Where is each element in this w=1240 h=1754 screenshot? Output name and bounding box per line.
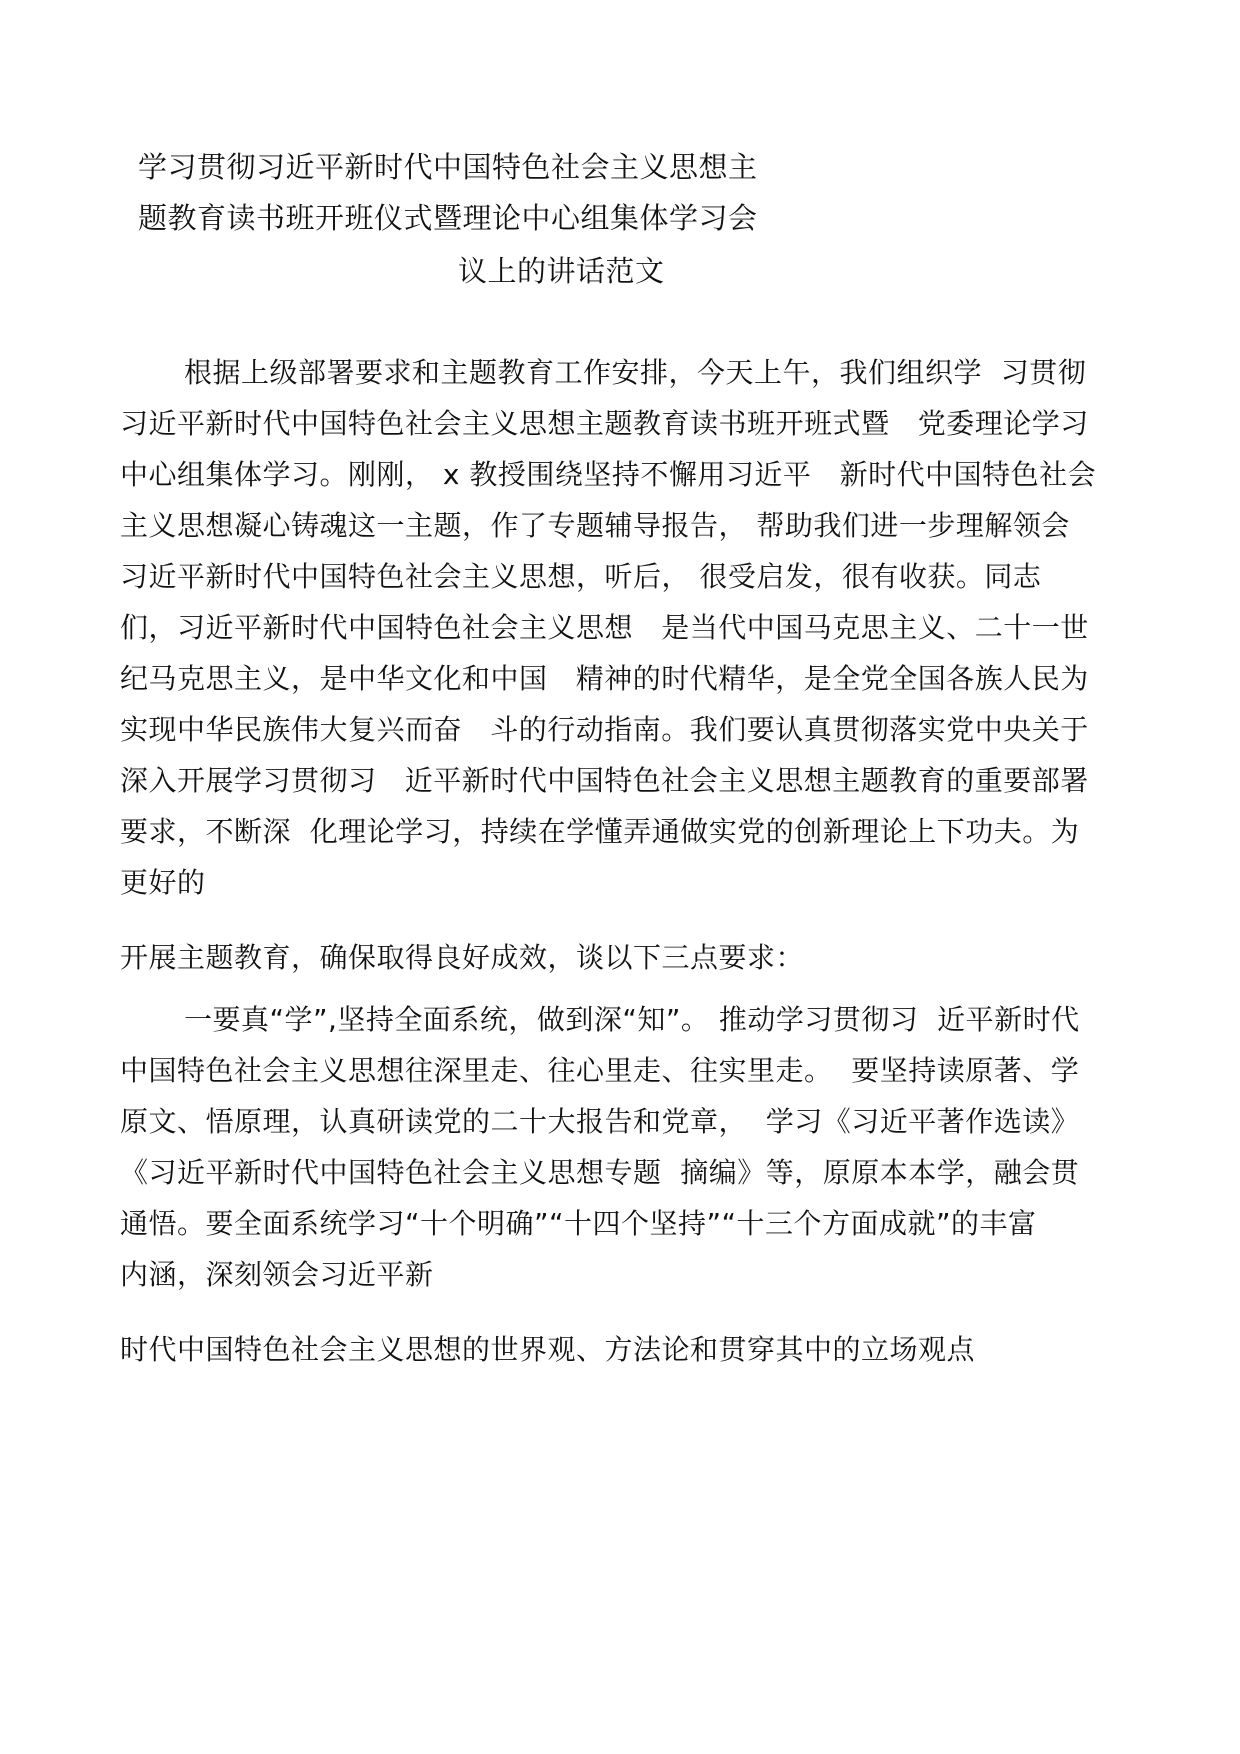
paragraph-1-line-9: 深入开展学习贯彻习 近平新时代中国特色社会主义思想主题教育的重要部署 [120,764,1089,797]
paragraph-1-line-8: 实现中华民族伟大复兴而奋 斗的行动指南。我们要认真贯彻落实党中央关于 [120,713,1089,746]
document-title-line-2: 题教育读书班开班仪式暨理论中心组集体学习会 [138,201,758,235]
paragraph-1-line-4: 主义思想凝心铸魂这一主题，作了专题辅导报告， 帮助我们进一步理解领会 [120,509,1070,542]
paragraph-4-line-1: 时代中国特色社会主义思想的世界观、方法论和贯穿其中的立场观点 [120,1333,976,1366]
paragraph-3-line-5: 通悟。要全面系统学习“十个明确”“十四个坚持”“十三个方面成就”的丰富 [120,1207,1037,1240]
document-title-line-1: 学习贯彻习近平新时代中国特色社会主义思想主 [138,150,758,184]
document-title-line-3: 议上的讲话范文 [458,254,665,288]
paragraph-1-line-6: 们，习近平新时代中国特色社会主义思想 是当代中国马克思主义、二十一世 [120,611,1089,644]
paragraph-1-line-1: 根据上级部署要求和主题教育工作安排，今天上午，我们组织学 习贯彻 [184,356,1087,389]
paragraph-3-line-2: 中国特色社会主义思想往深里走、往心里走、往实里走。 要坚持读原著、学 [120,1054,1080,1087]
paragraph-2-line-1: 开展主题教育，确保取得良好成效，谈以下三点要求： [120,941,805,974]
paragraph-1-line-11: 更好的 [120,866,206,899]
paragraph-3-line-4: 《习近平新时代中国特色社会主义思想专题 摘编》等，原原本本学，融会贯 [120,1156,1080,1189]
paragraph-3-line-6: 内涵，深刻领会习近平新 [120,1258,434,1291]
paragraph-3-line-3: 原文、悟原理，认真研读党的二十大报告和党章， 学习《习近平著作选读》 [120,1105,1080,1138]
paragraph-1-line-3: 中心组集体学习。刚刚， x 教授围绕坚持不懈用习近平 新时代中国特色社会 [120,458,1097,491]
paragraph-1-line-10: 要求，不断深 化理论学习，持续在学懂弄通做实党的创新理论上下功夫。为 [120,815,1080,848]
paragraph-1-line-5: 习近平新时代中国特色社会主义思想，听后， 很受启发，很有收获。同志 [120,560,1042,593]
paragraph-3-line-1: 一要真“学”,坚持全面系统，做到深“知”。 推动学习贯彻习 近平新时代 [184,1003,1080,1036]
paragraph-1-line-2: 习近平新时代中国特色社会主义思想主题教育读书班开班式暨 党委理论学习 [120,407,1089,440]
paragraph-1-line-7: 纪马克思主义，是中华文化和中国 精神的时代精华，是全党全国各族人民为 [120,662,1089,695]
